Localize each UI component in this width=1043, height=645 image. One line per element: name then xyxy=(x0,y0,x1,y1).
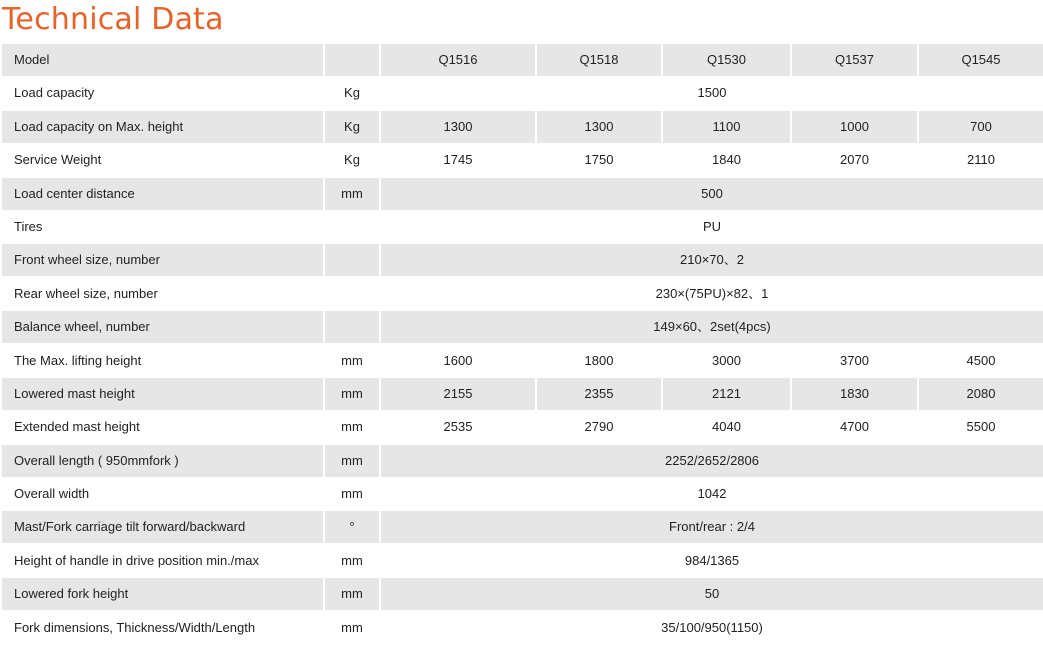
table-row xyxy=(2,244,1043,277)
row-unit: mm xyxy=(325,445,379,477)
table-row xyxy=(2,478,1043,511)
row-value-model-3: 1840 xyxy=(712,152,741,168)
table-row xyxy=(2,578,1043,611)
row-value-model-2: 1800 xyxy=(584,352,614,368)
row-value-all-models: 1042 xyxy=(697,486,727,502)
table-row xyxy=(2,445,1043,478)
row-unit: ° xyxy=(325,511,379,543)
row-label: Mast/Fork carriage tilt forward/backward xyxy=(2,511,323,543)
row-label: Load capacity on Max. height xyxy=(2,111,323,143)
technical-data-table xyxy=(2,44,1043,645)
header-model: Model xyxy=(2,44,323,76)
row-value-model-3: 4040 xyxy=(712,419,741,435)
row-value-model-1: 1745 xyxy=(443,152,473,168)
row-value-model-4: 1000 xyxy=(792,111,917,143)
row-unit: Kg xyxy=(344,85,360,101)
row-label: Overall length ( 950mmfork ) xyxy=(2,445,323,477)
row-unit: mm xyxy=(341,419,363,435)
row-label: The Max. lifting height xyxy=(14,352,142,368)
table-row xyxy=(2,612,1043,645)
row-value-model-2: 1750 xyxy=(584,152,614,168)
table-row xyxy=(2,111,1043,144)
table-row xyxy=(2,278,1043,311)
row-value-all-models: Front/rear : 2/4 xyxy=(381,511,1043,543)
row-label: Height of handle in drive position min./max xyxy=(14,552,259,568)
row-label: Rear wheel size, number xyxy=(14,285,158,301)
header-q1537: Q1537 xyxy=(792,44,917,76)
row-unit xyxy=(325,311,379,343)
table-row xyxy=(2,511,1043,544)
row-value-all-models: 230×(75PU)×82、1 xyxy=(655,285,769,301)
header-q1516: Q1516 xyxy=(381,44,535,76)
row-value-model-1: 2535 xyxy=(443,419,473,435)
row-label: Front wheel size, number xyxy=(2,244,323,276)
row-unit: mm xyxy=(341,619,363,635)
row-label: Tires xyxy=(14,218,43,234)
table-row xyxy=(2,77,1043,110)
table-row xyxy=(2,144,1043,177)
row-label: Service Weight xyxy=(14,152,102,168)
row-value-model-1: 2155 xyxy=(381,378,535,410)
row-value-all-models: 2252/2652/2806 xyxy=(381,445,1043,477)
row-value-model-4: 1830 xyxy=(792,378,917,410)
row-value-model-4: 3700 xyxy=(840,352,869,368)
row-value-all-models: 1500 xyxy=(697,85,727,101)
row-value-model-2: 1300 xyxy=(537,111,661,143)
row-label: Lowered mast height xyxy=(2,378,323,410)
row-label: Fork dimensions, Thickness/Width/Length xyxy=(14,619,256,635)
row-value-model-5: 700 xyxy=(919,111,1043,143)
table-row xyxy=(2,311,1043,344)
row-unit: mm xyxy=(325,578,379,610)
header-q1545: Q1545 xyxy=(919,44,1043,76)
table-row xyxy=(2,411,1043,444)
table-row xyxy=(2,178,1043,211)
row-value-all-models: 210×70、2 xyxy=(381,244,1043,276)
row-unit: Kg xyxy=(344,152,360,168)
table-row xyxy=(2,378,1043,411)
row-unit: Kg xyxy=(325,111,379,143)
row-unit: mm xyxy=(341,352,363,368)
row-value-model-5: 2080 xyxy=(919,378,1043,410)
row-unit: mm xyxy=(325,178,379,210)
header-q1530: Q1530 xyxy=(663,44,790,76)
row-value-model-5: 2110 xyxy=(967,152,995,168)
row-value-all-models: PU xyxy=(702,218,722,234)
row-unit: mm xyxy=(341,552,363,568)
row-value-model-3: 3000 xyxy=(712,352,741,368)
table-header-row xyxy=(2,44,1043,77)
row-label: Balance wheel, number xyxy=(2,311,323,343)
row-unit: mm xyxy=(325,378,379,410)
row-value-model-5: 4500 xyxy=(966,352,996,368)
row-unit: mm xyxy=(341,486,363,502)
row-unit xyxy=(325,244,379,276)
row-label: Load capacity xyxy=(14,85,95,101)
table-row xyxy=(2,211,1043,244)
row-value-model-4: 4700 xyxy=(840,419,869,435)
row-value-model-2: 2355 xyxy=(537,378,661,410)
row-value-model-1: 1300 xyxy=(381,111,535,143)
table-body xyxy=(2,77,1043,645)
row-label: Load center distance xyxy=(2,178,323,210)
row-label: Overall width xyxy=(14,486,90,502)
row-label: Lowered fork height xyxy=(2,578,323,610)
row-unit xyxy=(325,211,379,243)
row-value-all-models: 35/100/950(1150) xyxy=(661,619,763,635)
row-value-model-3: 1100 xyxy=(663,111,790,143)
row-value-model-1: 1600 xyxy=(443,352,473,368)
row-value-model-2: 2790 xyxy=(584,419,614,435)
header-q1518: Q1518 xyxy=(537,44,661,76)
page-title: Technical Data xyxy=(2,2,224,37)
row-value-model-5: 5500 xyxy=(966,419,996,435)
row-value-all-models: 50 xyxy=(381,578,1043,610)
row-unit xyxy=(325,278,379,310)
row-value-all-models: 149×60、2set(4pcs) xyxy=(381,311,1043,343)
row-value-all-models: 500 xyxy=(381,178,1043,210)
row-value-all-models: 984/1365 xyxy=(684,552,740,568)
row-value-model-4: 2070 xyxy=(840,152,869,168)
table-row xyxy=(2,345,1043,378)
table-row xyxy=(2,545,1043,578)
row-label: Extended mast height xyxy=(14,419,140,435)
header-unit xyxy=(325,44,379,76)
row-value-model-3: 2121 xyxy=(663,378,790,410)
